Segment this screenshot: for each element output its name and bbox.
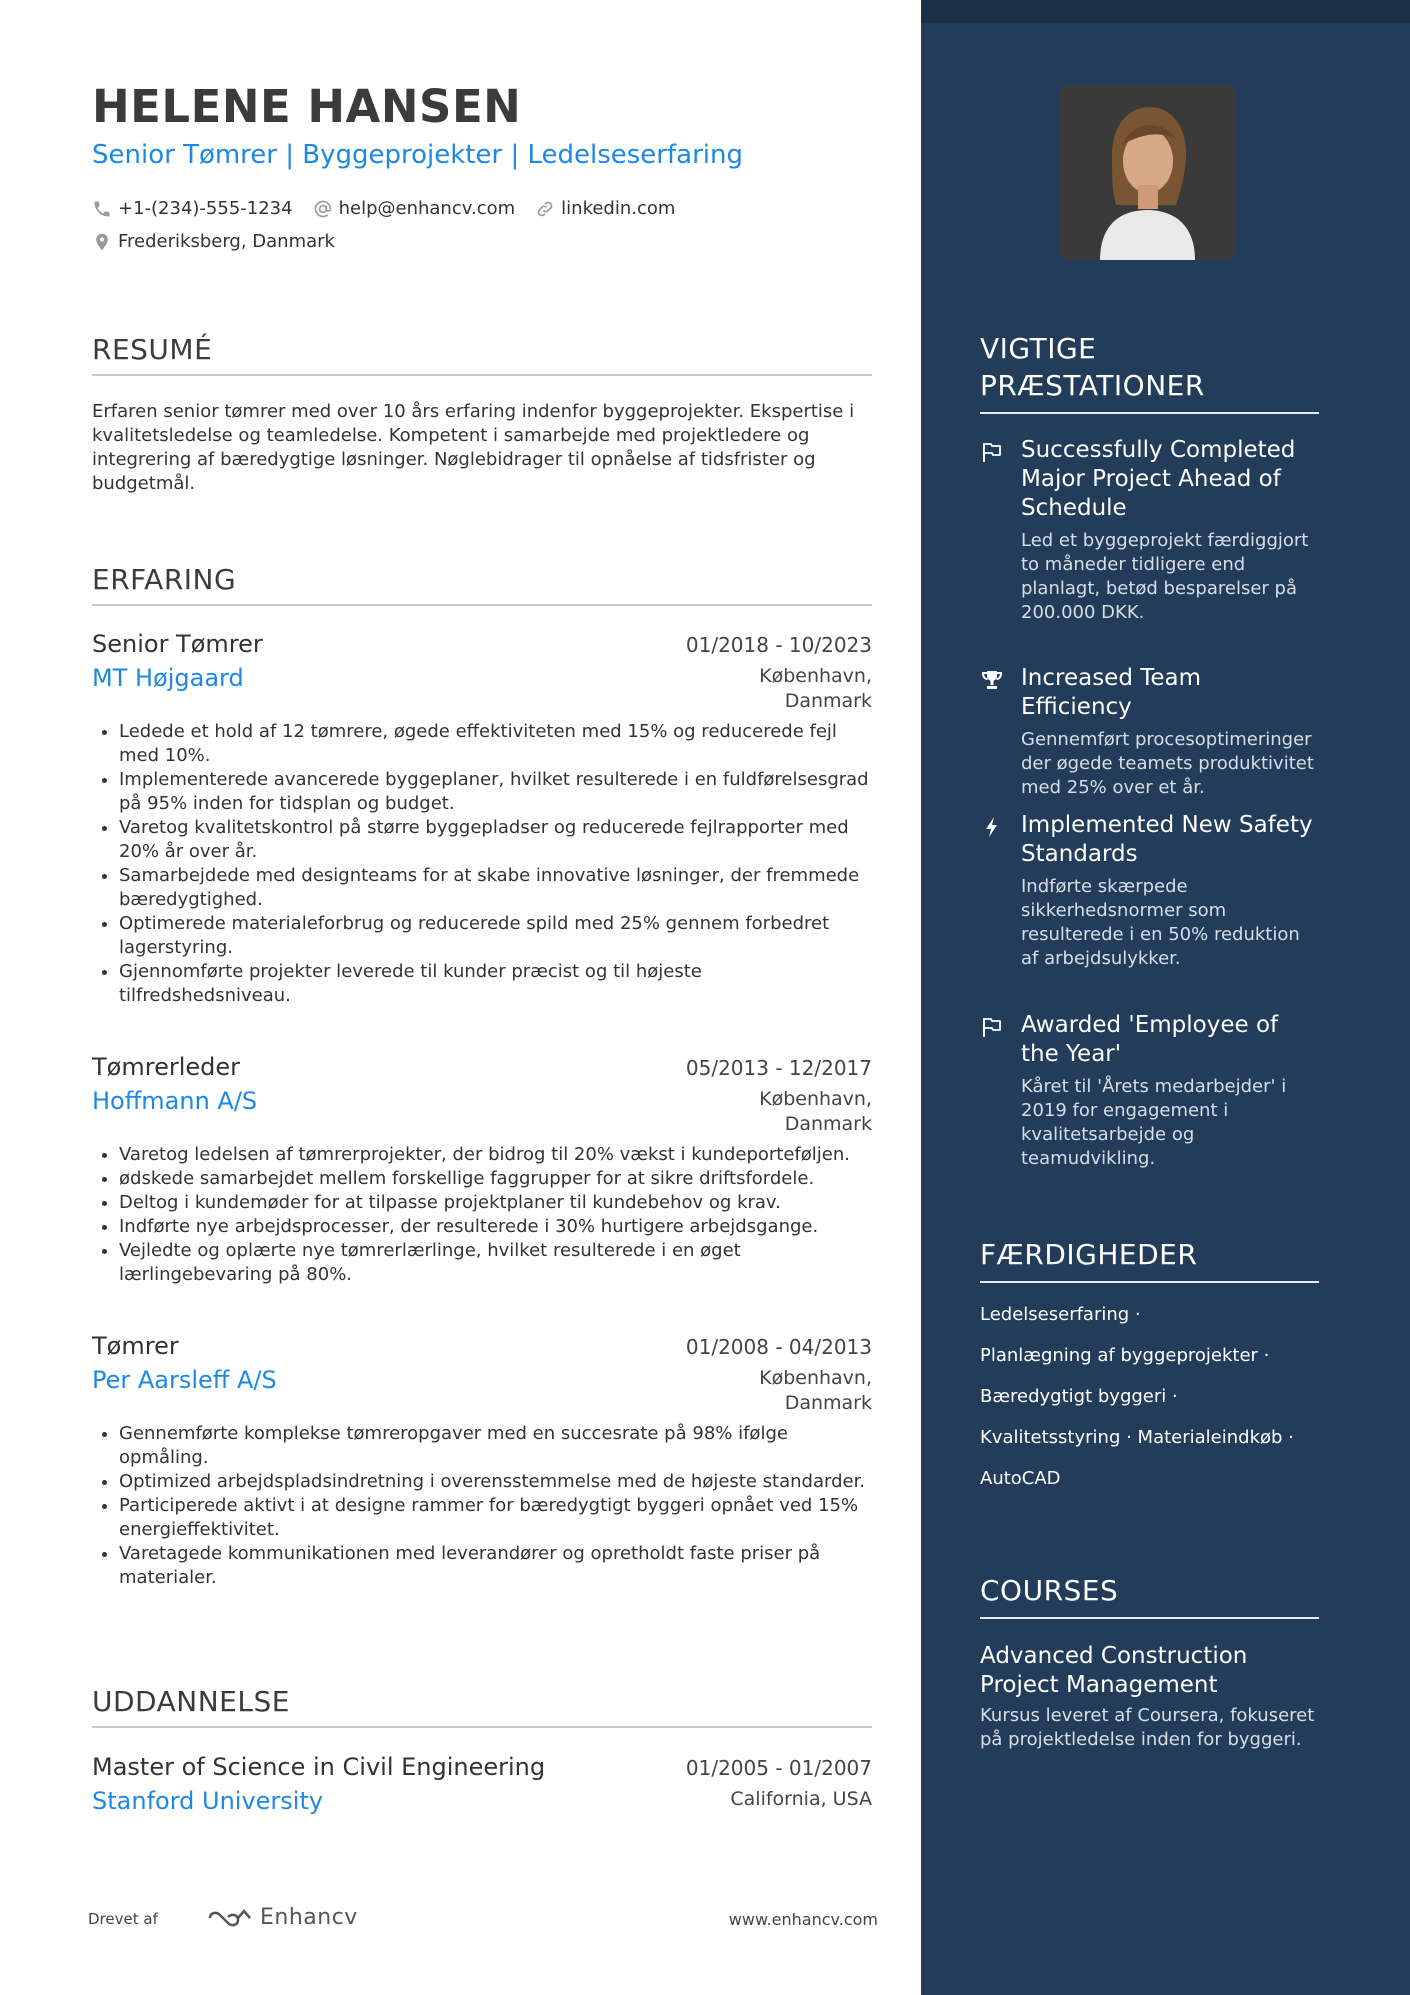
enhancv-logo-icon <box>206 1906 252 1930</box>
location-row <box>92 231 335 252</box>
link-icon <box>535 199 555 219</box>
enhancv-logo[interactable] <box>206 1905 358 1930</box>
sidebar-top-bar <box>921 0 1410 23</box>
job-company: Per Aarsleff A/S <box>92 1366 277 1394</box>
job-bullet: • Samarbejdede med designteams for at skabe innovative løsninger, der fremmede bæredygtighed. <box>119 864 872 912</box>
skill-row: Bæredygtigt byggeri · <box>980 1386 1178 1407</box>
powered-by-text: Drevet af <box>88 1910 158 1928</box>
skill-row: Kvalitetsstyring · Materialeindkøb · <box>980 1427 1294 1448</box>
footer-website[interactable]: www.enhancv.com <box>728 1910 878 1929</box>
school: Stanford University <box>92 1787 324 1815</box>
achievement-desc: Gennemført procesoptimeringer der øgede teamets produktivitet med 25% over et år. <box>1021 729 1314 798</box>
flag-icon <box>980 1015 1004 1039</box>
job-bullet: • Implementerede avancerede byggeplaner, hvilket resulterede i en fuldførelsesgrad på 95% inden for tidsplan og budget. <box>119 768 872 816</box>
achievement-title: Successfully Completed Major Project Ahead of Schedule <box>1021 437 1296 521</box>
job-bullet: • Optimerede materialeforbrug og reducerede spild med 25% gennem forbedret lagerstyring. <box>119 912 872 960</box>
achievement-title: Implemented New Safety Standards <box>1021 812 1313 867</box>
skill-row: Planlægning af byggeprojekter · <box>980 1345 1270 1366</box>
job-bullets <box>92 1143 872 1287</box>
education-title: UDDANNELSE <box>92 1685 872 1728</box>
achievements-title <box>980 330 1319 414</box>
achievement-title: Increased Team Efficiency <box>1021 665 1202 720</box>
job-bullet: • Optimized arbejdspladsindretning i overensstemmelse med de højeste standarder. <box>119 1470 872 1494</box>
skills-list <box>980 1303 1319 1508</box>
education-location: California, USA <box>730 1788 872 1810</box>
achievement-desc: Indførte skærpede sikkerhedsnormer som resulterede i en 50% reduktion af arbejdsulykker. <box>1021 876 1300 969</box>
job-location-country: Danmark <box>784 1113 872 1135</box>
job-entry <box>92 630 872 1008</box>
job-title: Tømrer <box>92 1332 179 1360</box>
job-bullets <box>92 720 872 1008</box>
job-dates: 05/2013 - 12/2017 <box>685 1056 872 1080</box>
skill-row: AutoCAD <box>980 1468 1061 1489</box>
course-desc: Kursus leveret af Coursera, fokuseret på projektledelse inden for byggeri. <box>980 1705 1315 1750</box>
skill-row: Ledelseserfaring · <box>980 1304 1141 1325</box>
job-location-city: København, <box>759 1367 872 1389</box>
enhancv-brand-text: Enhancv <box>260 1905 358 1930</box>
phone-contact <box>92 198 293 219</box>
achievement-item <box>980 1011 1319 1171</box>
linkedin-contact[interactable] <box>535 198 675 219</box>
job-location-city: København, <box>759 1088 872 1110</box>
achievement-item <box>980 436 1319 625</box>
location-pin-icon <box>92 232 112 252</box>
education-entry <box>92 1753 872 1815</box>
job-location <box>759 664 872 714</box>
job-bullet: • Varetagede kommunikationen med leverandører og opretholdt faste priser på materialer. <box>119 1542 872 1590</box>
degree: Master of Science in Civil Engineering <box>92 1753 546 1781</box>
job-title: Tømrerleder <box>92 1053 240 1081</box>
job-bullet: • Varetog kvalitetskontrol på større byggepladser og reducerede fejlrapporter med 20% år over år. <box>119 816 872 864</box>
achievement-desc: Led et byggeprojekt færdiggjort to måneder tidligere end planlagt, betød besparelser på 200.000 DKK. <box>1021 530 1309 623</box>
job-location <box>759 1366 872 1416</box>
courses-title: COURSES <box>980 1572 1319 1619</box>
course-title: Advanced Construction Project Management <box>980 1643 1248 1698</box>
summary-title: RESUMÉ <box>92 333 872 376</box>
contact-row <box>92 198 675 219</box>
job-bullet: • Ledede et hold af 12 tømrere, øgede effektiviteten med 15% og reducerede fejl med 10%. <box>119 720 872 768</box>
job-bullet: • Varetog ledelsen af tømrerprojekter, der bidrog til 20% vækst i kundeporteføljen. <box>119 1143 872 1167</box>
profile-photo-image <box>1060 85 1235 260</box>
sidebar <box>921 0 1410 1995</box>
location-contact <box>92 231 335 252</box>
job-entry <box>92 1053 872 1287</box>
phone-text: +1-(234)-555-1234 <box>118 198 293 219</box>
headline: Senior Tømrer | Byggeprojekter | Ledelseserfaring <box>92 140 743 170</box>
job-location <box>759 1087 872 1137</box>
linkedin-text[interactable]: linkedin.com <box>561 198 676 219</box>
email-text[interactable]: help@enhancv.com <box>338 198 516 219</box>
job-location-city: København, <box>759 665 872 687</box>
achievement-item <box>980 811 1319 971</box>
achievement-desc: Kåret til 'Årets medarbejder' i 2019 for engagement i kvalitetsarbejde og teamudvikling. <box>1021 1076 1287 1169</box>
lightning-icon <box>980 815 1004 839</box>
job-title: Senior Tømrer <box>92 630 263 658</box>
job-entry <box>92 1332 872 1590</box>
achievements-title-line1: VIGTIGE <box>980 332 1097 365</box>
email-contact[interactable] <box>313 198 516 219</box>
achievement-title: Awarded 'Employee of the Year' <box>1021 1012 1279 1067</box>
education-dates: 01/2005 - 01/2007 <box>685 1756 872 1780</box>
job-company: Hoffmann A/S <box>92 1087 258 1115</box>
profile-photo <box>1060 85 1235 260</box>
job-bullet: • Gennemførte komplekse tømreropgaver med en succesrate på 98% ifølge opmåling. <box>119 1422 872 1470</box>
footer <box>88 1905 878 1935</box>
job-bullet: • Vejledte og oplærte nye tømrerlærlinge, hvilket resulterede i en øget lærlingebevaring på 80%. <box>119 1239 872 1287</box>
job-bullet: • Deltog i kundemøder for at tilpasse projektplaner til kundebehov og krav. <box>119 1191 872 1215</box>
job-location-country: Danmark <box>784 690 872 712</box>
job-bullet: • ødskede samarbejdet mellem forskellige faggrupper for at sikre driftsfordele. <box>119 1167 872 1191</box>
flag-icon <box>980 440 1004 464</box>
phone-icon <box>92 199 112 219</box>
summary-text: Erfaren senior tømrer med over 10 års erfaring indenfor byggeprojekter. Ekspertise i kvalitetsledelse og teamledelse. Kompetent i samarbejde med projektledere og integrering af bæredygtige løsninger. Nøglebidrager til opnåelse af tidsfrister og budgetmål. <box>92 401 855 494</box>
job-bullet: • Gjennomførte projekter leverede til kunder præcist og til højeste tilfredshedsniveau. <box>119 960 872 1008</box>
candidate-name: HELENE HANSEN <box>92 80 522 133</box>
job-bullets <box>92 1422 872 1590</box>
job-dates: 01/2008 - 04/2013 <box>685 1335 872 1359</box>
job-company: MT Højgaard <box>92 664 244 692</box>
skills-title: FÆRDIGHEDER <box>980 1236 1319 1283</box>
trophy-icon <box>980 668 1004 692</box>
job-location-country: Danmark <box>784 1392 872 1414</box>
job-bullet: • Indførte nye arbejdsprocesser, der resulterede i 30% hurtigere arbejdsgange. <box>119 1215 872 1239</box>
achievements-title-line2: PRÆSTATIONER <box>980 369 1205 402</box>
achievement-item <box>980 664 1319 800</box>
course-item <box>980 1642 1319 1752</box>
location-text: Frederiksberg, Danmark <box>118 231 335 252</box>
experience-title: ERFARING <box>92 563 872 606</box>
job-dates: 01/2018 - 10/2023 <box>685 633 872 657</box>
at-icon <box>313 199 333 219</box>
job-bullet: • Participerede aktivt i at designe rammer for bæredygtigt byggeri opnået ved 15% energieffektivitet. <box>119 1494 872 1542</box>
